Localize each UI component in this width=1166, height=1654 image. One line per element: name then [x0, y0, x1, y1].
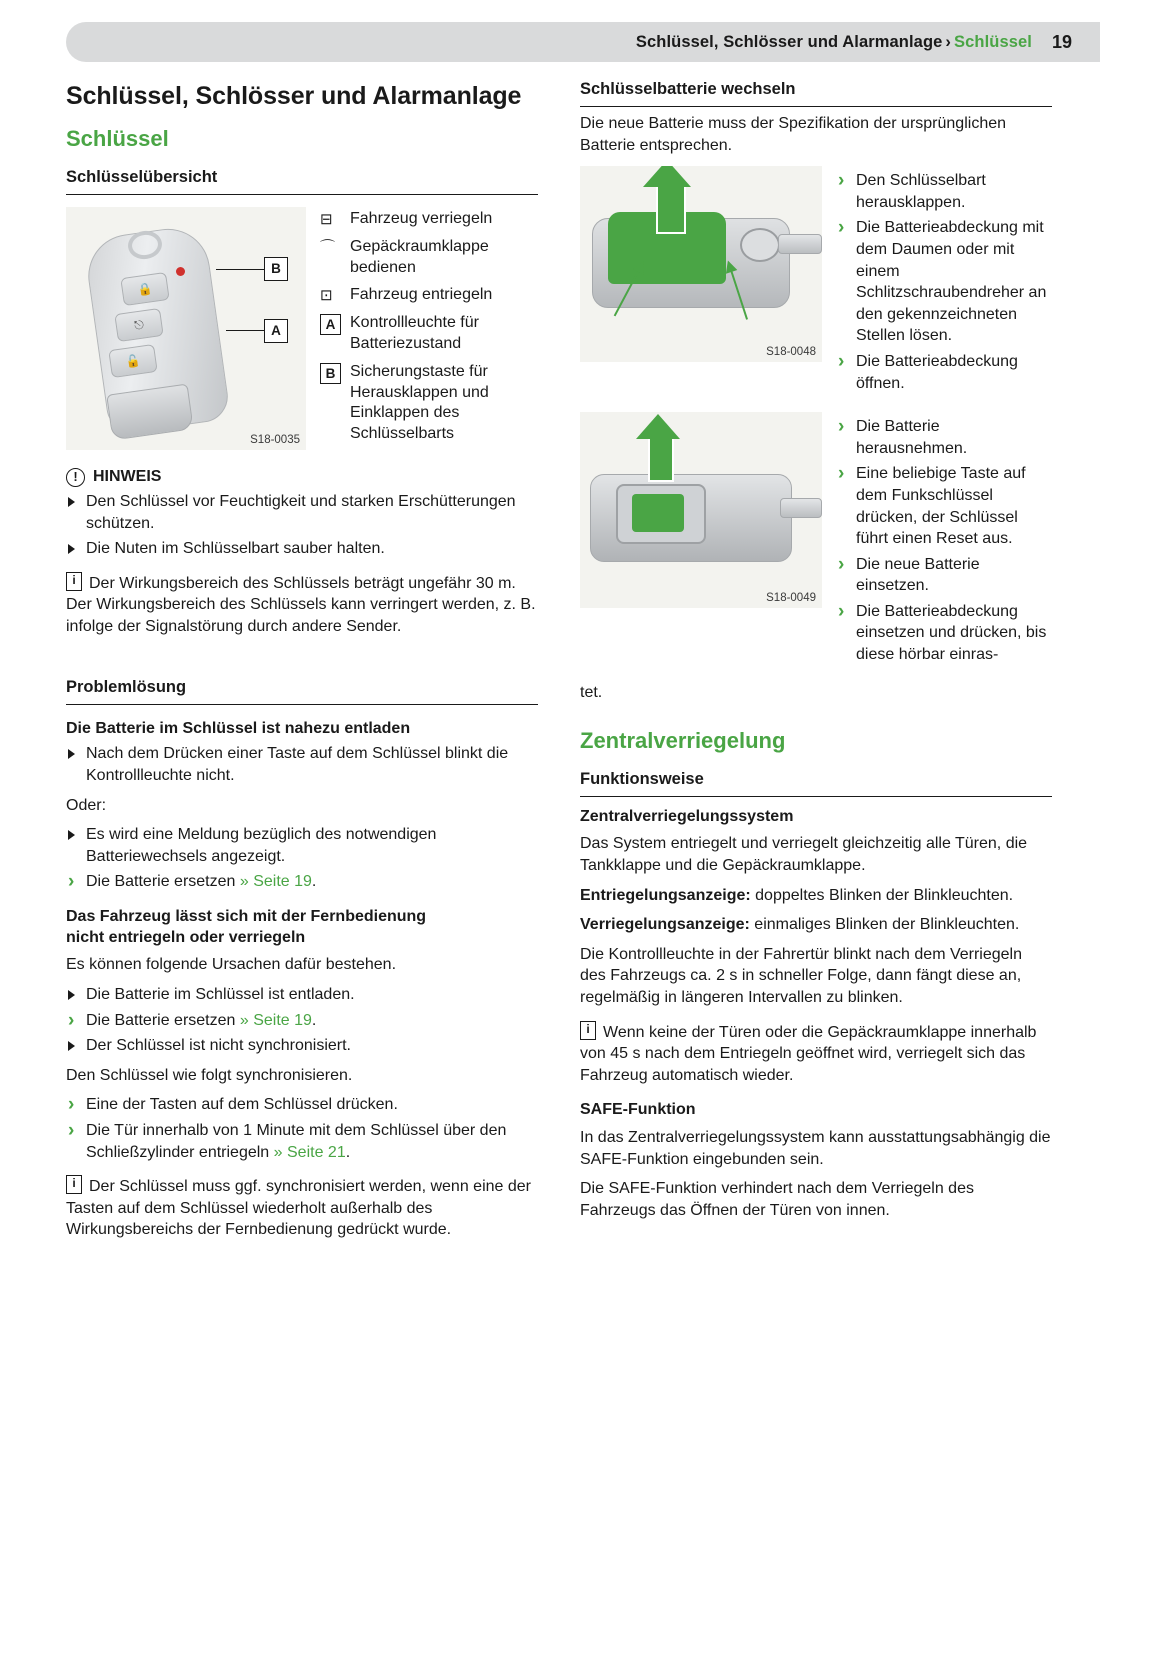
warning-icon	[66, 468, 85, 487]
key-overview-figure-block	[66, 207, 538, 452]
oder-label: Oder:	[66, 796, 107, 814]
case1-list	[66, 743, 538, 786]
verriegelungsanzeige-label: Verriegelungsanzeige:	[580, 916, 750, 934]
key-blade-stem	[780, 498, 822, 518]
list-item: › Die Batterieabdeckung einsetzen und drücken, bis diese hörbar einras-	[836, 601, 1052, 666]
sync-steps	[66, 1094, 538, 1163]
battery-steps-1	[836, 166, 1052, 402]
safe-text-1: In das Zentralverriegelungssystem kann ausstattungsabhängig die SAFE-Funktion eingebunden sein.	[580, 1129, 1051, 1168]
key-lock-button-icon: 🔒	[120, 272, 169, 306]
figure-code: S18-0048	[766, 346, 816, 359]
battery-steps-2	[836, 412, 1052, 674]
legend-item-label: Kontrollleuchte für Batteriezustand	[350, 314, 479, 352]
legend-marker-b: B	[320, 362, 350, 384]
up-arrow-icon	[656, 184, 686, 234]
info-icon	[66, 1175, 82, 1194]
list-item: Der Schlüssel ist nicht synchronisiert.	[66, 1035, 538, 1057]
up-arrow-icon	[648, 436, 674, 482]
safe-text-2: Die SAFE-Funktion verhindert nach dem Verriegeln des Fahrzeugs das Öffnen der Türen von innen.	[580, 1180, 974, 1219]
battery-intro: Die neue Batterie muss der Spezifikation der ursprünglichen Batterie entsprechen.	[580, 115, 1007, 154]
callout-label-b: B	[264, 257, 288, 281]
notice-list	[66, 491, 538, 560]
subheading-batterie-wechseln: Schlüsselbatterie wechseln	[580, 80, 1052, 107]
breadcrumb	[636, 33, 1032, 52]
list-item: › Eine beliebige Taste auf dem Funkschlüssel drücken, der Schlüssel führt einen Reset aus.	[836, 463, 1052, 549]
case2-intro: Es können folgende Ursachen dafür bestehen.	[66, 956, 397, 974]
subheading-problemloesung: Problemlösung	[66, 678, 538, 705]
zv-info-paragraph	[580, 1021, 1052, 1087]
key-trunk-button-icon: ⎋	[114, 308, 163, 342]
action-text: Die Batterie ersetzen	[86, 1011, 236, 1029]
notice-heading	[66, 468, 538, 487]
legend-item	[320, 362, 538, 445]
legend-item	[320, 313, 538, 355]
case2-title	[66, 907, 538, 949]
key-legend	[320, 207, 538, 452]
key-blade-stem	[778, 234, 822, 254]
battery-highlight	[632, 494, 684, 532]
subheading-funktionsweise: Funktionsweise	[580, 770, 1052, 797]
battery-step-block-2	[580, 412, 1052, 674]
zv-info-text: Wenn keine der Türen oder die Gepäckraumklappe innerhalb von 45 s nach dem Entriegeln geöffnet wird, verriegelt sich das Fahrzeug automatisch wieder.	[580, 1023, 1037, 1084]
list-item: › Die neue Batterie einsetzen.	[836, 554, 1052, 597]
figure-code: S18-0035	[250, 434, 300, 446]
list-item: › Den Schlüsselbart herausklappen.	[836, 170, 1052, 213]
legend-item-label: Fahrzeug entriegeln	[350, 286, 493, 304]
legend-marker-a: A	[320, 313, 350, 335]
entriegelungsanzeige-label: Entriegelungsanzeige:	[580, 886, 751, 904]
right-column	[580, 80, 1052, 1230]
step-text: Die Tür innerhalb von 1 Minute mit dem Schlüssel über den Schließzylinder entriegeln	[86, 1122, 507, 1161]
info-paragraph-text: Der Wirkungsbereich des Schlüssels beträgt ungefähr 30 m. Der Wirkungsbereich des Schlüssels kann verringert werden, z. B. infolge der Signalstörung durch andere Sender.	[66, 574, 536, 635]
info-icon	[66, 572, 82, 591]
legend-item	[320, 209, 538, 230]
info-paragraph	[66, 572, 538, 638]
sync-info-paragraph	[66, 1175, 538, 1241]
battery-figure-2	[580, 412, 822, 608]
page-reference-link[interactable]: » Seite 21	[273, 1143, 346, 1161]
breadcrumb-sub: Schlüssel	[954, 32, 1032, 51]
callout-label-a: A	[264, 319, 288, 343]
case1-title: Die Batterie im Schlüssel ist nahezu entladen	[66, 719, 411, 737]
page-number: 19	[1051, 31, 1072, 52]
list-item: Die Nuten im Schlüsselbart sauber halten.	[66, 538, 538, 560]
action-period: .	[311, 873, 317, 891]
kontrollleuchte-text: Die Kontrollleuchte in der Fahrertür blinkt nach dem Verriegeln des Fahrzeugs ca. 2 s in schneller Folge, dann fängt diese an, regelmäßig in längeren Intervallen zu blinken.	[580, 945, 1023, 1007]
battery-steps-tail: tet.	[580, 683, 603, 701]
key-blade-shape	[106, 384, 194, 441]
action-period: .	[311, 1011, 317, 1029]
step-period: .	[345, 1143, 351, 1161]
left-column	[66, 80, 538, 1249]
notice-heading-label: HINWEIS	[93, 468, 162, 486]
verriegelungsanzeige-paragraph	[580, 914, 1052, 936]
breadcrumb-main: Schlüssel, Schlösser und Alarmanlage	[635, 32, 943, 51]
page-header	[66, 22, 1100, 62]
section-heading-schluessel: Schlüssel	[66, 126, 169, 151]
battery-figure-1	[580, 166, 822, 362]
key-cap-shape	[740, 228, 780, 262]
case1-list-2	[66, 824, 538, 893]
entriegelungsanzeige-paragraph	[580, 885, 1052, 907]
page-reference-link[interactable]: » Seite 19	[239, 1011, 312, 1029]
trunk-icon: ⌒	[320, 238, 336, 256]
case2-title-line2: nicht entriegeln oder verriegeln	[66, 928, 306, 946]
figure-code: S18-0049	[766, 592, 816, 605]
verriegelungsanzeige-text: einmaliges Blinken der Blinkleuchten.	[749, 916, 1020, 934]
legend-item-label: Sicherungstaste für Herausklappen und Einklappen des Schlüsselbarts	[350, 362, 489, 443]
list-item-action	[66, 1010, 538, 1032]
section-heading-zentralverriegelung: Zentralverriegelung	[580, 727, 786, 753]
sync-info-text: Der Schlüssel muss ggf. synchronisiert werden, wenn eine der Tasten auf dem Schlüssel wiederholt außerhalb des Wirkungsbereichs der Fernbedienung gedrückt wurde.	[66, 1178, 531, 1239]
legend-item-label: Gepäckraumklappe bedienen	[350, 237, 489, 276]
subheading-schluesseluebersicht: Schlüsselübersicht	[66, 168, 538, 195]
list-item: › Die Batterieabdeckung öffnen.	[836, 351, 1052, 394]
list-item: Den Schlüssel vor Feuchtigkeit und starken Erschütterungen schützen.	[66, 491, 538, 534]
battery-step-block-1	[580, 166, 1052, 402]
info-icon	[580, 1021, 596, 1040]
list-item: Nach dem Drücken einer Taste auf dem Schlüssel blinkt die Kontrollleuchte nicht.	[66, 743, 538, 786]
unlock-icon: ⊡	[320, 287, 333, 305]
sync-intro: Den Schlüssel wie folgt synchronisieren.	[66, 1066, 353, 1084]
action-text: Die Batterie ersetzen	[86, 873, 236, 891]
zv-text: Das System entriegelt und verriegelt gleichzeitig alle Türen, die Tankklappe und die Gepäckraumklappe.	[580, 835, 1028, 875]
list-item: Die Batterie im Schlüssel ist entladen.	[66, 984, 538, 1006]
legend-item-label: Fahrzeug verriegeln	[350, 210, 493, 227]
list-item: › Die Batterie herausnehmen.	[836, 416, 1052, 459]
list-item: › Eine der Tasten auf dem Schlüssel drücken.	[66, 1094, 538, 1116]
entriegelungsanzeige-text: doppeltes Blinken der Blinkleuchten.	[750, 886, 1014, 904]
case2-list	[66, 984, 538, 1057]
list-item	[66, 1120, 538, 1163]
list-item: Es wird eine Meldung bezüglich des notwendigen Batteriewechsels angezeigt.	[66, 824, 538, 867]
page-reference-link[interactable]: » Seite 19	[239, 873, 312, 891]
breadcrumb-chevron-icon: ›	[945, 32, 952, 51]
key-unlock-button-icon: 🔓	[108, 344, 157, 378]
key-led-indicator	[176, 267, 185, 276]
zv-subtitle: Zentralverriegelungssystem	[580, 807, 794, 825]
list-item: › Die Batterieabdeckung mit dem Daumen oder mit einem Schlitzschraubendreher an den gekennzeichneten Stellen lösen.	[836, 217, 1052, 347]
list-item-action	[66, 871, 538, 893]
case2-title-line1: Das Fahrzeug lässt sich mit der Fernbedienung	[66, 907, 427, 925]
page-title: Schlüssel, Schlösser und Alarmanlage	[66, 82, 522, 110]
safe-heading: SAFE-Funktion	[580, 1101, 696, 1119]
legend-item	[320, 285, 538, 306]
lock-icon: ⊟	[320, 211, 333, 228]
legend-item	[320, 237, 538, 279]
key-illustration	[66, 207, 306, 450]
